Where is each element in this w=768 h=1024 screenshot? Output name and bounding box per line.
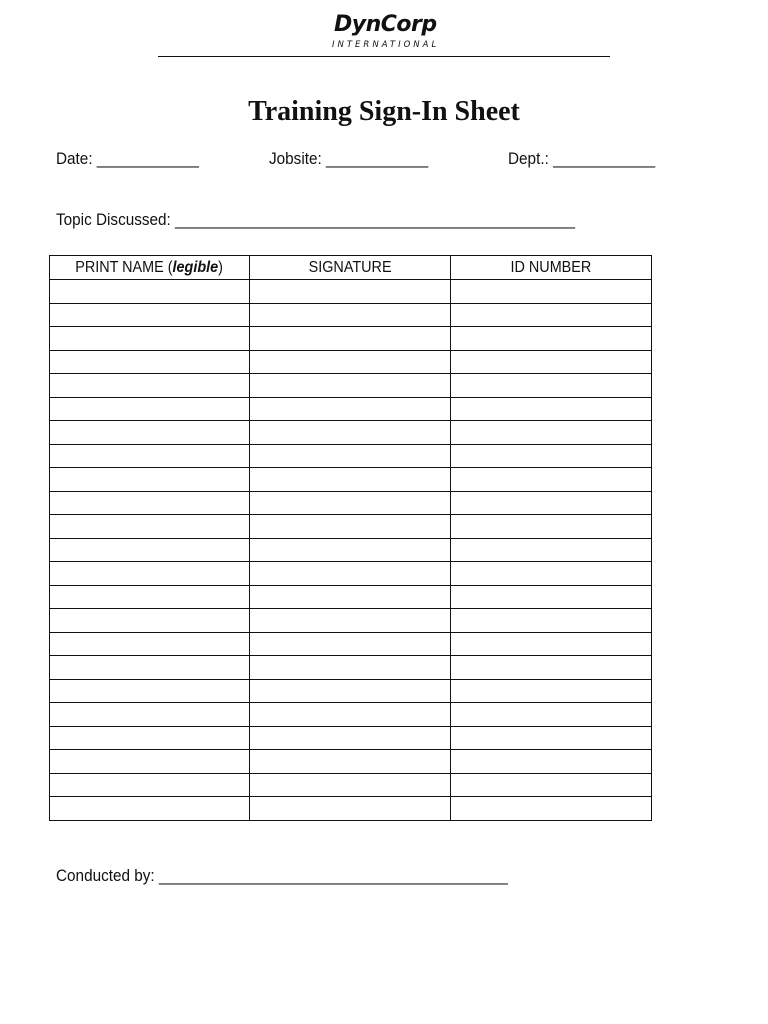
print-name-cell[interactable] [50,444,250,468]
print-name-cell[interactable] [50,491,250,515]
id-number-cell[interactable] [451,397,652,421]
table-row [50,656,652,680]
date-field[interactable]: Date: ____________ [56,149,199,168]
signature-cell[interactable] [250,397,451,421]
print-name-cell[interactable] [50,632,250,656]
table-row [50,280,652,304]
print-name-cell[interactable] [50,797,250,821]
signature-cell[interactable] [250,468,451,492]
legible-emphasis: legible [172,258,219,276]
table-row [50,374,652,398]
signature-cell[interactable] [250,703,451,727]
table-row [50,773,652,797]
id-number-cell[interactable] [451,515,652,539]
page-title: Training Sign-In Sheet [248,96,520,127]
table-row [50,750,652,774]
id-number-cell[interactable] [451,797,652,821]
table-row [50,703,652,727]
table-row [50,491,652,515]
print-name-cell[interactable] [50,750,250,774]
print-name-cell[interactable] [50,374,250,398]
id-number-cell[interactable] [451,280,652,304]
signature-cell[interactable] [250,515,451,539]
table-row [50,585,652,609]
signature-cell[interactable] [250,750,451,774]
signature-cell[interactable] [250,327,451,351]
signature-cell[interactable] [250,421,451,445]
print-name-cell[interactable] [50,703,250,727]
id-number-cell[interactable] [451,350,652,374]
id-number-cell[interactable] [451,585,652,609]
signature-cell[interactable] [250,632,451,656]
signature-cell[interactable] [250,679,451,703]
id-number-cell[interactable] [451,491,652,515]
header-divider [158,56,610,57]
table-row [50,397,652,421]
signature-cell[interactable] [250,726,451,750]
print-name-cell[interactable] [50,562,250,586]
print-name-cell[interactable] [50,538,250,562]
id-number-cell[interactable] [451,327,652,351]
print-name-header: PRINT NAME (legible) [50,256,250,280]
signature-cell[interactable] [250,609,451,633]
signature-cell[interactable] [250,585,451,609]
table-row [50,538,652,562]
jobsite-field[interactable]: Jobsite: ____________ [269,149,429,168]
table-row [50,303,652,327]
signature-cell[interactable] [250,444,451,468]
print-name-cell[interactable] [50,609,250,633]
table-row [50,444,652,468]
id-number-cell[interactable] [451,468,652,492]
id-number-cell[interactable] [451,750,652,774]
table-row [50,468,652,492]
id-number-cell[interactable] [451,656,652,680]
signature-cell[interactable] [250,773,451,797]
id-number-cell[interactable] [451,303,652,327]
print-name-cell[interactable] [50,515,250,539]
print-name-cell[interactable] [50,585,250,609]
signature-cell[interactable] [250,562,451,586]
table-row [50,609,652,633]
id-number-cell[interactable] [451,632,652,656]
id-number-cell[interactable] [451,726,652,750]
topic-discussed-field[interactable]: Topic Discussed: _______________________________________________ [56,210,575,229]
print-name-cell[interactable] [50,350,250,374]
table-row [50,726,652,750]
print-name-cell[interactable] [50,773,250,797]
table-row [50,679,652,703]
sign-in-table [49,255,652,821]
id-number-cell[interactable] [451,773,652,797]
table-row [50,515,652,539]
id-number-cell[interactable] [451,609,652,633]
id-number-cell[interactable] [451,444,652,468]
table-row [50,632,652,656]
table-row [50,797,652,821]
print-name-cell[interactable] [50,397,250,421]
table-row [50,562,652,586]
signature-cell[interactable] [250,350,451,374]
id-number-cell[interactable] [451,374,652,398]
id-number-header: ID NUMBER [451,256,652,280]
table-row [50,327,652,351]
signature-cell[interactable] [250,374,451,398]
table-header-row [50,256,652,280]
print-name-cell[interactable] [50,656,250,680]
signature-cell[interactable] [250,491,451,515]
signature-cell[interactable] [250,656,451,680]
id-number-cell[interactable] [451,538,652,562]
signature-cell[interactable] [250,538,451,562]
id-number-cell[interactable] [451,421,652,445]
print-name-cell[interactable] [50,327,250,351]
logo-tagline: INTERNATIONAL [332,40,440,50]
signature-header: SIGNATURE [250,256,451,280]
print-name-cell[interactable] [50,303,250,327]
dept-field[interactable]: Dept.: ____________ [508,149,656,168]
company-logo [330,12,440,52]
print-name-cell[interactable] [50,679,250,703]
id-number-cell[interactable] [451,703,652,727]
print-name-cell[interactable] [50,468,250,492]
signature-cell[interactable] [250,303,451,327]
id-number-cell[interactable] [451,679,652,703]
print-name-cell[interactable] [50,280,250,304]
table-row [50,350,652,374]
conducted-by-field[interactable]: Conducted by: _________________________________________ [56,866,508,885]
signature-cell[interactable] [250,280,451,304]
id-number-cell[interactable] [451,562,652,586]
print-name-cell[interactable] [50,421,250,445]
print-name-cell[interactable] [50,726,250,750]
logo-wordmark: DynCorp [334,12,437,37]
table-row [50,421,652,445]
signature-cell[interactable] [250,797,451,821]
